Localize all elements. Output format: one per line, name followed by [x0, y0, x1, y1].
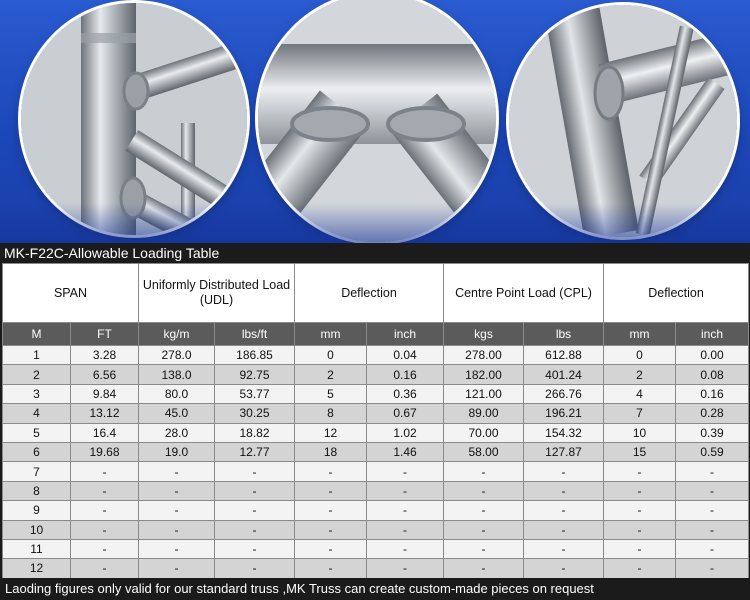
- table-cell: -: [444, 520, 524, 539]
- table-cell: -: [367, 501, 444, 520]
- table-row: [3, 481, 749, 500]
- table-cell: -: [604, 520, 676, 539]
- table-cell: -: [139, 501, 215, 520]
- table-cell: 278.0: [139, 346, 215, 365]
- table-cell: 0.08: [676, 365, 749, 384]
- table-body: [3, 346, 749, 579]
- unit-header: mm: [604, 323, 676, 346]
- table-cell: 15: [604, 442, 676, 461]
- table-cell: -: [71, 539, 139, 558]
- table-cell: -: [524, 481, 604, 500]
- table-cell: -: [604, 462, 676, 481]
- table-cell: -: [367, 559, 444, 578]
- table-cell: -: [367, 462, 444, 481]
- truss-photo-3-drawing: [509, 5, 737, 237]
- table-cell: -: [676, 520, 749, 539]
- table-cell: -: [444, 501, 524, 520]
- table-cell: 0.59: [676, 442, 749, 461]
- table-cell: -: [295, 539, 367, 558]
- table-cell: -: [71, 520, 139, 539]
- table-cell: -: [604, 501, 676, 520]
- table-cell: -: [215, 481, 295, 500]
- table-cell: -: [444, 481, 524, 500]
- table-cell: 70.00: [444, 423, 524, 442]
- table-cell: -: [444, 462, 524, 481]
- table-cell: -: [524, 539, 604, 558]
- table-cell: 0.16: [676, 384, 749, 403]
- table-cell: 13.12: [71, 404, 139, 423]
- unit-header: inch: [676, 323, 749, 346]
- table-cell: -: [676, 481, 749, 500]
- unit-header: FT: [71, 323, 139, 346]
- table-cell: 138.0: [139, 365, 215, 384]
- table-cell: -: [604, 559, 676, 578]
- table-row: [3, 462, 749, 481]
- table-cell: -: [71, 501, 139, 520]
- table-cell: -: [71, 481, 139, 500]
- table-cell: 10: [3, 520, 71, 539]
- table-cell: -: [295, 462, 367, 481]
- table-row: [3, 559, 749, 578]
- table-cell: -: [676, 501, 749, 520]
- table-cell: 16.4: [71, 423, 139, 442]
- table-cell: 3: [3, 384, 71, 403]
- table-cell: 5: [3, 423, 71, 442]
- table-cell: 0.67: [367, 404, 444, 423]
- table-cell: -: [215, 501, 295, 520]
- table-cell: 19.68: [71, 442, 139, 461]
- table-cell: 154.32: [524, 423, 604, 442]
- table-cell: 1.46: [367, 442, 444, 461]
- table-cell: 19.0: [139, 442, 215, 461]
- group-header-deflection-udl: Deflection: [295, 264, 444, 323]
- table-cell: 9: [3, 501, 71, 520]
- table-row: [3, 365, 749, 384]
- table-row: [3, 346, 749, 365]
- table-row: [3, 423, 749, 442]
- table-cell: 28.0: [139, 423, 215, 442]
- table-cell: 18: [295, 442, 367, 461]
- table-cell: -: [367, 539, 444, 558]
- table-cell: 401.24: [524, 365, 604, 384]
- table-cell: -: [524, 559, 604, 578]
- unit-header: mm: [295, 323, 367, 346]
- table-cell: -: [139, 462, 215, 481]
- unit-header: kgs: [444, 323, 524, 346]
- table-cell: -: [139, 520, 215, 539]
- table-cell: 612.88: [524, 346, 604, 365]
- unit-header: M: [3, 323, 71, 346]
- table-row: [3, 501, 749, 520]
- unit-header: inch: [367, 323, 444, 346]
- table-cell: 6: [3, 442, 71, 461]
- table-cell: 127.87: [524, 442, 604, 461]
- table-row: [3, 520, 749, 539]
- truss-joint-weld-photo-1: [21, 3, 247, 235]
- table-cell: 6.56: [71, 365, 139, 384]
- table-row: [3, 442, 749, 461]
- table-cell: -: [139, 481, 215, 500]
- table-cell: 3.28: [71, 346, 139, 365]
- table-cell: 278.00: [444, 346, 524, 365]
- table-cell: 0.28: [676, 404, 749, 423]
- table-cell: -: [524, 501, 604, 520]
- table-cell: -: [444, 539, 524, 558]
- table-cell: 11: [3, 539, 71, 558]
- table-cell: -: [295, 481, 367, 500]
- table-cell: 92.75: [215, 365, 295, 384]
- group-header-cpl: Centre Point Load (CPL): [444, 264, 604, 323]
- table-cell: 1: [3, 346, 71, 365]
- table-cell: 182.00: [444, 365, 524, 384]
- table-cell: 0.36: [367, 384, 444, 403]
- table-cell: 53.77: [215, 384, 295, 403]
- table-row: [3, 384, 749, 403]
- table-cell: 1.02: [367, 423, 444, 442]
- table-cell: 80.0: [139, 384, 215, 403]
- table-cell: -: [367, 520, 444, 539]
- table-cell: 10: [604, 423, 676, 442]
- truss-photo-2-drawing: [258, 0, 496, 242]
- unit-header: lbs: [524, 323, 604, 346]
- table-cell: -: [524, 520, 604, 539]
- table-cell: 196.21: [524, 404, 604, 423]
- table-cell: -: [295, 520, 367, 539]
- table-cell: -: [71, 559, 139, 578]
- loading-table: [2, 263, 749, 579]
- table-footnote: Laoding figures only valid for our standard truss ,MK Truss can create custom-made pieces on request: [0, 578, 750, 600]
- table-cell: -: [71, 462, 139, 481]
- table-cell: -: [215, 520, 295, 539]
- table-cell: 121.00: [444, 384, 524, 403]
- table-title: MK-F22C-Allowable Loading Table: [0, 243, 750, 263]
- table-cell: 12: [295, 423, 367, 442]
- unit-header: kg/m: [139, 323, 215, 346]
- table-cell: -: [215, 559, 295, 578]
- table-cell: -: [676, 539, 749, 558]
- table-cell: 58.00: [444, 442, 524, 461]
- table-cell: 8: [295, 404, 367, 423]
- table-cell: 2: [295, 365, 367, 384]
- table-cell: 4: [3, 404, 71, 423]
- group-header-row: [3, 264, 749, 323]
- unit-header-row: [3, 323, 749, 346]
- table-cell: 89.00: [444, 404, 524, 423]
- table-cell: -: [604, 481, 676, 500]
- table-cell: -: [604, 539, 676, 558]
- table-cell: 9.84: [71, 384, 139, 403]
- table-row: [3, 404, 749, 423]
- unit-header: lbs/ft: [215, 323, 295, 346]
- table-cell: 0: [604, 346, 676, 365]
- truss-photo-1-drawing: [21, 3, 247, 235]
- table-cell: -: [139, 539, 215, 558]
- truss-joint-weld-photo-3: [509, 5, 737, 237]
- table-cell: 0.16: [367, 365, 444, 384]
- table-cell: -: [295, 559, 367, 578]
- table-cell: 30.25: [215, 404, 295, 423]
- table-cell: 0.39: [676, 423, 749, 442]
- table-cell: -: [367, 481, 444, 500]
- group-header-span: SPAN: [3, 264, 139, 323]
- group-header-udl: Uniformly Distributed Load (UDL): [139, 264, 295, 323]
- group-header-deflection-cpl: Deflection: [604, 264, 749, 323]
- table-cell: -: [676, 462, 749, 481]
- table-cell: 5: [295, 384, 367, 403]
- table-cell: -: [295, 501, 367, 520]
- table-cell: -: [215, 539, 295, 558]
- table-cell: 12.77: [215, 442, 295, 461]
- table-cell: 266.76: [524, 384, 604, 403]
- table-cell: 8: [3, 481, 71, 500]
- truss-joint-weld-photo-2: [258, 0, 496, 242]
- table-cell: 12: [3, 559, 71, 578]
- table-cell: -: [444, 559, 524, 578]
- table-cell: 7: [3, 462, 71, 481]
- table-cell: 0: [295, 346, 367, 365]
- table-cell: 2: [3, 365, 71, 384]
- table-cell: -: [215, 462, 295, 481]
- table-cell: 0.00: [676, 346, 749, 365]
- table-cell: 7: [604, 404, 676, 423]
- table-cell: -: [676, 559, 749, 578]
- table-row: [3, 539, 749, 558]
- table-cell: -: [524, 462, 604, 481]
- table-cell: 45.0: [139, 404, 215, 423]
- table-cell: 4: [604, 384, 676, 403]
- table-cell: 18.82: [215, 423, 295, 442]
- table-cell: 186.85: [215, 346, 295, 365]
- table-cell: 2: [604, 365, 676, 384]
- table-cell: 0.04: [367, 346, 444, 365]
- loading-table-panel: [0, 243, 750, 600]
- photo-banner: [0, 0, 750, 243]
- table-cell: -: [139, 559, 215, 578]
